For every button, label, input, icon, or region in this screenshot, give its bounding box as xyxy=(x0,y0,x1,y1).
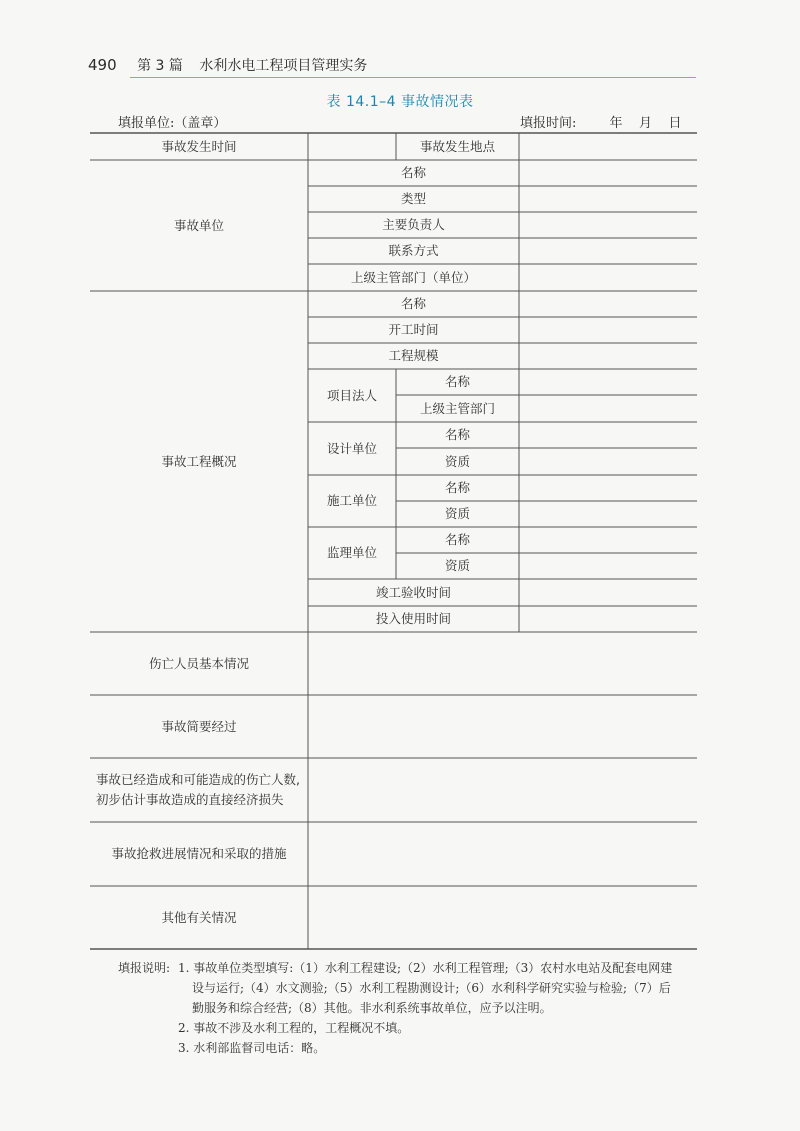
unit-type-label: 类型 xyxy=(400,191,426,206)
accident-unit-label: 事故单位 xyxy=(173,217,224,233)
occurrence-place-label: 事故发生地点 xyxy=(419,138,495,154)
unit-superior-label: 上级主管部门（单位） xyxy=(350,269,476,285)
operation-time-label: 投入使用时间 xyxy=(375,611,451,626)
supervision-name-label: 名称 xyxy=(444,532,470,547)
unit-name-label: 名称 xyxy=(400,165,426,180)
design-qual-label: 资质 xyxy=(444,453,470,469)
note-1-line-1: 1. 事故单位类型填写:（1）水利工程建设;（2）水利工程管理;（3）农村水电站及配套电网建 xyxy=(178,961,673,975)
unit-leader-label: 主要负责人 xyxy=(382,217,445,232)
note-1-line-3: 勤服务和综合经营;（8）其他。非水利系统事故单位，应予以注明。 xyxy=(192,1001,552,1015)
page-number: 490 xyxy=(88,56,117,74)
construction-unit-label: 施工单位 xyxy=(326,493,377,508)
supervision-unit-label: 监理单位 xyxy=(326,545,377,560)
design-name-label: 名称 xyxy=(444,427,470,442)
construction-qual-label: 资质 xyxy=(444,506,470,521)
loss-label-line2: 初步估计事故造成的直接经济损失 xyxy=(96,792,284,807)
notes-label: 填报说明: xyxy=(118,961,171,975)
project-start-label: 开工时间 xyxy=(388,322,439,337)
note-3: 3. 水利部监督司电话：略。 xyxy=(178,1041,326,1055)
note-1-line-2: 设与运行;（4）水文测验;（5）水利工程勘测设计;（6）水利科学研究实验与检验;（7）后 xyxy=(192,981,671,995)
rescue-label: 事故抢救进展情况和采取的措施 xyxy=(111,846,287,861)
fill-time-label: 填报时间: 年 月 日 xyxy=(520,116,682,131)
fill-unit-label: 填报单位:（盖章） xyxy=(118,116,227,131)
table-title: 表 14.1–4 事故情况表 xyxy=(326,94,474,110)
occurrence-time-label: 事故发生时间 xyxy=(161,138,237,154)
supervision-qual-label: 资质 xyxy=(444,558,470,573)
unit-contact-label: 联系方式 xyxy=(388,243,439,258)
legal-name-label: 名称 xyxy=(444,374,470,389)
brief-label: 事故简要经过 xyxy=(161,718,237,734)
design-unit-label: 设计单位 xyxy=(326,440,377,456)
other-label: 其他有关情况 xyxy=(161,909,237,925)
filling-notes xyxy=(118,958,698,1058)
project-scale-label: 工程规模 xyxy=(388,348,439,363)
loss-label xyxy=(96,758,308,822)
part-label: 第 3 篇 xyxy=(137,58,183,74)
construction-name-label: 名称 xyxy=(444,480,470,495)
casualties-label: 伤亡人员基本情况 xyxy=(148,655,249,671)
completion-time-label: 竣工验收时间 xyxy=(375,584,451,600)
project-name-label: 名称 xyxy=(400,296,426,311)
project-overview-label: 事故工程概况 xyxy=(161,453,237,469)
book-title: 水利水电工程项目管理实务 xyxy=(199,58,368,74)
legal-person-label: 项目法人 xyxy=(326,387,377,403)
loss-label-line1: 事故已经造成和可能造成的伤亡人数, xyxy=(96,772,300,787)
note-2: 2. 事故不涉及水利工程的，工程概况不填。 xyxy=(178,1021,410,1035)
legal-superior-label: 上级主管部门 xyxy=(419,400,495,416)
